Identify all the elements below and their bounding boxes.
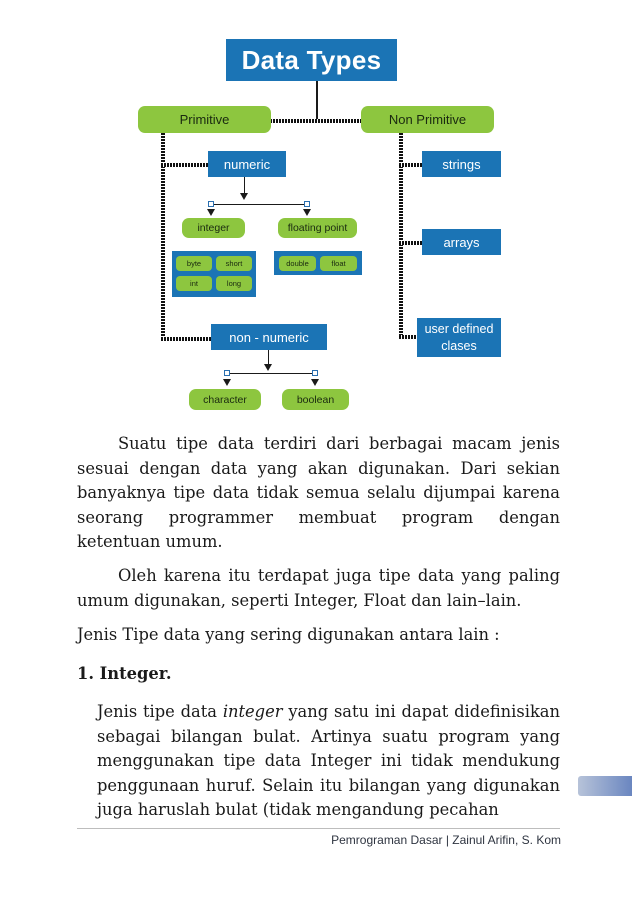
junction: [312, 370, 318, 376]
body-text-2: [77, 564, 560, 613]
arrow: [223, 379, 231, 386]
float-node: float: [320, 256, 357, 271]
integer-node: integer: [182, 218, 245, 238]
arrow: [240, 193, 248, 200]
paragraph-4-start: Jenis tipe data: [97, 702, 223, 721]
arrow: [264, 364, 272, 371]
connector: [268, 350, 269, 364]
non-numeric-node: non - numeric: [211, 324, 327, 350]
connector: [316, 81, 318, 120]
double-node: double: [279, 256, 316, 271]
arrays-node: arrays: [422, 229, 501, 255]
junction: [304, 201, 310, 207]
connector: [399, 241, 422, 245]
boolean-node: boolean: [282, 389, 349, 410]
connector: [270, 119, 362, 123]
section-heading-wrap: [77, 662, 560, 687]
short-node: short: [216, 256, 252, 271]
long-node: long: [216, 276, 252, 291]
junction: [208, 201, 214, 207]
paragraph-4: [97, 700, 560, 823]
section-heading: 1. Integer.: [77, 664, 172, 683]
data-types-title: Data Types: [226, 39, 397, 81]
footer-divider: [77, 828, 560, 829]
user-defined-line-1: user defined: [424, 321, 494, 336]
user-defined-classes-node: [417, 318, 501, 357]
data-types-diagram: [0, 0, 638, 420]
arrow: [207, 209, 215, 216]
page-edge-tab: [578, 776, 632, 796]
user-defined-line-2: clases: [441, 338, 477, 353]
body-text-4: [97, 700, 560, 823]
integer-emphasis: integer: [222, 702, 283, 721]
body-text: [77, 432, 560, 555]
connector: [161, 337, 211, 341]
connector: [214, 204, 306, 205]
numeric-node: numeric: [208, 151, 286, 177]
paragraph-3: Jenis Tipe data yang sering digunakan antara lain :: [77, 625, 500, 644]
connector: [230, 373, 314, 374]
paragraph-4-rest: yang satu ini dapat didefinisikan sebagai bilangan bulat. Artinya suatu program yang menggunakan tipe data Integer ini tidak mendukung penggunaan huruf. Selain itu bilangan yang digunakan juga haruslah bulat (tidak mengandung pecahan: [97, 702, 560, 819]
connector: [244, 177, 245, 193]
arrow: [303, 209, 311, 216]
arrow: [311, 379, 319, 386]
connector: [161, 163, 208, 167]
paragraph-1: Suatu tipe data terdiri dari berbagai macam jenis sesuai dengan data yang akan digunakan. Dari sekian banyaknya tipe data tidak semua selalu dijumpai karena seorang programmer membuat program dengan ketentuan umum.: [77, 434, 560, 551]
junction: [224, 370, 230, 376]
connector: [399, 163, 422, 167]
int-node: int: [176, 276, 212, 291]
non-primitive-node: Non Primitive: [361, 106, 494, 133]
strings-node: strings: [422, 151, 501, 177]
floating-point-node: floating point: [278, 218, 357, 238]
footer-text: Pemrograman Dasar | Zainul Arifin, S. Kom: [331, 833, 561, 847]
character-node: character: [189, 389, 261, 410]
byte-node: byte: [176, 256, 212, 271]
body-text-3: [77, 623, 560, 648]
primitive-node: Primitive: [138, 106, 271, 133]
paragraph-2: Oleh karena itu terdapat juga tipe data yang paling umum digunakan, seperti Integer, Float dan lain–lain.: [77, 566, 560, 610]
